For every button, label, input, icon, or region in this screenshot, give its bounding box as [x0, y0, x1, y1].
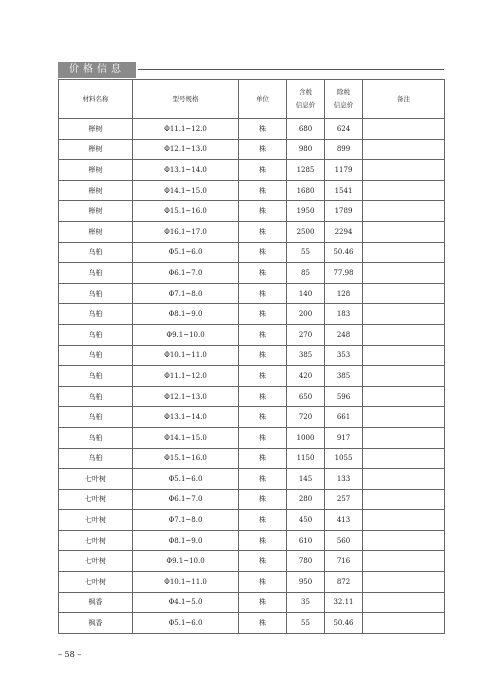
cell-tax-inclusive-price: 680	[287, 119, 325, 140]
cell-tax-exclusive-price: 257	[325, 489, 363, 510]
cell-unit: 株	[239, 304, 287, 325]
cell-spec: Φ10.1~11.0	[133, 345, 239, 366]
cell-unit: 株	[239, 407, 287, 428]
cell-unit: 株	[239, 510, 287, 531]
cell-unit: 株	[239, 160, 287, 181]
cell-remark	[363, 180, 445, 201]
cell-material-name: 榉树	[59, 201, 133, 222]
cell-spec: Φ5.1~6.0	[133, 469, 239, 490]
cell-unit: 株	[239, 572, 287, 593]
cell-tax-inclusive-price: 85	[287, 263, 325, 284]
cell-tax-inclusive-price: 420	[287, 366, 325, 387]
cell-remark	[363, 530, 445, 551]
cell-tax-exclusive-price: 917	[325, 427, 363, 448]
cell-unit: 株	[239, 345, 287, 366]
cell-material-name: 乌桕	[59, 324, 133, 345]
cell-material-name: 乌桕	[59, 242, 133, 263]
cell-material-name: 七叶树	[59, 510, 133, 531]
cell-tax-inclusive-price: 950	[287, 572, 325, 593]
cell-material-name: 枫香	[59, 613, 133, 634]
cell-tax-exclusive-price: 1789	[325, 201, 363, 222]
cell-tax-inclusive-price: 610	[287, 530, 325, 551]
cell-remark	[363, 263, 445, 284]
cell-remark	[363, 324, 445, 345]
cell-unit: 株	[239, 448, 287, 469]
cell-remark	[363, 551, 445, 572]
cell-remark	[363, 304, 445, 325]
cell-unit: 株	[239, 139, 287, 160]
cell-material-name: 榉树	[59, 160, 133, 181]
cell-material-name: 乌桕	[59, 304, 133, 325]
cell-spec: Φ13.1~14.0	[133, 407, 239, 428]
cell-tax-inclusive-price: 145	[287, 469, 325, 490]
cell-unit: 株	[239, 324, 287, 345]
cell-spec: Φ11.1~12.0	[133, 366, 239, 387]
cell-spec: Φ6.1~7.0	[133, 489, 239, 510]
cell-material-name: 乌桕	[59, 283, 133, 304]
cell-tax-exclusive-price: 1055	[325, 448, 363, 469]
table-row	[59, 489, 445, 510]
cell-unit: 株	[239, 530, 287, 551]
table-row	[59, 530, 445, 551]
cell-spec: Φ15.1~16.0	[133, 448, 239, 469]
table-row	[59, 324, 445, 345]
cell-spec: Φ11.1~12.0	[133, 119, 239, 140]
table-row	[59, 201, 445, 222]
cell-remark	[363, 613, 445, 634]
cell-material-name: 乌桕	[59, 366, 133, 387]
cell-spec: Φ15.1~16.0	[133, 201, 239, 222]
cell-unit: 株	[239, 613, 287, 634]
cell-tax-inclusive-price: 2500	[287, 221, 325, 242]
cell-tax-exclusive-price: 716	[325, 551, 363, 572]
cell-spec: Φ10.1~11.0	[133, 572, 239, 593]
header-tax-inclusive-price	[287, 80, 325, 119]
cell-tax-exclusive-price: 353	[325, 345, 363, 366]
cell-tax-inclusive-price: 650	[287, 386, 325, 407]
header-tax-exclusive-line2: 信息价	[333, 101, 354, 109]
cell-material-name: 乌桕	[59, 345, 133, 366]
cell-remark	[363, 572, 445, 593]
header-tax-inclusive-line2: 信息价	[295, 101, 316, 109]
table-row	[59, 263, 445, 284]
cell-tax-inclusive-price: 270	[287, 324, 325, 345]
cell-spec: Φ16.1~17.0	[133, 221, 239, 242]
cell-remark	[363, 366, 445, 387]
cell-material-name: 七叶树	[59, 489, 133, 510]
cell-material-name: 榉树	[59, 139, 133, 160]
cell-tax-inclusive-price: 200	[287, 304, 325, 325]
cell-material-name: 乌桕	[59, 407, 133, 428]
cell-unit: 株	[239, 201, 287, 222]
cell-material-name: 榉树	[59, 180, 133, 201]
cell-tax-exclusive-price: 32.11	[325, 592, 363, 613]
cell-tax-inclusive-price: 140	[287, 283, 325, 304]
table-row	[59, 572, 445, 593]
cell-spec: Φ12.1~13.0	[133, 139, 239, 160]
cell-material-name: 七叶树	[59, 530, 133, 551]
section-divider	[138, 69, 444, 70]
cell-remark	[363, 119, 445, 140]
cell-tax-exclusive-price: 2294	[325, 221, 363, 242]
cell-tax-exclusive-price: 624	[325, 119, 363, 140]
cell-unit: 株	[239, 386, 287, 407]
cell-spec: Φ5.1~6.0	[133, 242, 239, 263]
table-body	[59, 119, 445, 634]
header-tax-exclusive-line1: 除税	[337, 88, 350, 96]
cell-tax-exclusive-price: 77.98	[325, 263, 363, 284]
table-row	[59, 304, 445, 325]
price-table	[58, 79, 445, 634]
cell-tax-exclusive-price: 50.46	[325, 613, 363, 634]
cell-tax-exclusive-price: 1179	[325, 160, 363, 181]
cell-unit: 株	[239, 592, 287, 613]
header-material-name: 材料名称	[59, 80, 133, 119]
cell-tax-exclusive-price: 413	[325, 510, 363, 531]
table-header-row	[59, 80, 445, 119]
cell-remark	[363, 386, 445, 407]
table-row	[59, 221, 445, 242]
cell-material-name: 枫香	[59, 592, 133, 613]
cell-remark	[363, 510, 445, 531]
cell-tax-exclusive-price: 560	[325, 530, 363, 551]
cell-remark	[363, 201, 445, 222]
cell-spec: Φ8.1~9.0	[133, 530, 239, 551]
table-row	[59, 139, 445, 160]
cell-tax-exclusive-price: 596	[325, 386, 363, 407]
table-row	[59, 180, 445, 201]
cell-tax-exclusive-price: 50.46	[325, 242, 363, 263]
cell-remark	[363, 242, 445, 263]
section-title: 价格信息	[58, 62, 136, 78]
cell-unit: 株	[239, 551, 287, 572]
cell-spec: Φ8.1~9.0	[133, 304, 239, 325]
cell-material-name: 榉树	[59, 221, 133, 242]
cell-tax-inclusive-price: 1000	[287, 427, 325, 448]
cell-material-name: 榉树	[59, 119, 133, 140]
cell-tax-exclusive-price: 661	[325, 407, 363, 428]
cell-tax-exclusive-price: 899	[325, 139, 363, 160]
cell-unit: 株	[239, 221, 287, 242]
table-row	[59, 345, 445, 366]
cell-tax-inclusive-price: 55	[287, 242, 325, 263]
cell-remark	[363, 407, 445, 428]
cell-tax-inclusive-price: 980	[287, 139, 325, 160]
cell-material-name: 乌桕	[59, 427, 133, 448]
cell-unit: 株	[239, 180, 287, 201]
cell-remark	[363, 427, 445, 448]
cell-spec: Φ7.1~8.0	[133, 510, 239, 531]
cell-unit: 株	[239, 366, 287, 387]
cell-spec: Φ14.1~15.0	[133, 427, 239, 448]
cell-tax-inclusive-price: 720	[287, 407, 325, 428]
cell-tax-inclusive-price: 280	[287, 489, 325, 510]
cell-tax-exclusive-price: 1541	[325, 180, 363, 201]
table-row	[59, 119, 445, 140]
page-number: – 58 –	[58, 650, 82, 659]
cell-tax-exclusive-price: 183	[325, 304, 363, 325]
cell-remark	[363, 489, 445, 510]
cell-remark	[363, 283, 445, 304]
cell-tax-inclusive-price: 385	[287, 345, 325, 366]
cell-tax-exclusive-price: 872	[325, 572, 363, 593]
cell-material-name: 七叶树	[59, 551, 133, 572]
cell-unit: 株	[239, 283, 287, 304]
table-row	[59, 469, 445, 490]
cell-remark	[363, 592, 445, 613]
table-row	[59, 242, 445, 263]
table-row	[59, 407, 445, 428]
table-row	[59, 366, 445, 387]
table-row	[59, 592, 445, 613]
cell-unit: 株	[239, 263, 287, 284]
cell-spec: Φ14.1~15.0	[133, 180, 239, 201]
cell-spec: Φ9.1~10.0	[133, 551, 239, 572]
cell-unit: 株	[239, 119, 287, 140]
cell-tax-exclusive-price: 385	[325, 366, 363, 387]
header-remark: 备注	[363, 80, 445, 119]
cell-tax-inclusive-price: 1150	[287, 448, 325, 469]
cell-material-name: 乌桕	[59, 263, 133, 284]
cell-material-name: 七叶树	[59, 572, 133, 593]
cell-material-name: 乌桕	[59, 448, 133, 469]
cell-remark	[363, 469, 445, 490]
table-row	[59, 551, 445, 572]
cell-tax-inclusive-price: 1950	[287, 201, 325, 222]
cell-spec: Φ9.1~10.0	[133, 324, 239, 345]
cell-tax-exclusive-price: 133	[325, 469, 363, 490]
table-row	[59, 160, 445, 181]
cell-spec: Φ7.1~8.0	[133, 283, 239, 304]
cell-spec: Φ5.1~6.0	[133, 613, 239, 634]
cell-tax-inclusive-price: 450	[287, 510, 325, 531]
cell-spec: Φ6.1~7.0	[133, 263, 239, 284]
cell-unit: 株	[239, 242, 287, 263]
cell-spec: Φ12.1~13.0	[133, 386, 239, 407]
cell-tax-exclusive-price: 248	[325, 324, 363, 345]
cell-remark	[363, 160, 445, 181]
header-spec: 型号规格	[133, 80, 239, 119]
header-tax-exclusive-price	[325, 80, 363, 119]
cell-material-name: 七叶树	[59, 469, 133, 490]
cell-unit: 株	[239, 427, 287, 448]
cell-tax-inclusive-price: 1680	[287, 180, 325, 201]
table-row	[59, 386, 445, 407]
table-row	[59, 427, 445, 448]
cell-tax-inclusive-price: 35	[287, 592, 325, 613]
cell-tax-inclusive-price: 1285	[287, 160, 325, 181]
table-row	[59, 510, 445, 531]
header-unit: 单位	[239, 80, 287, 119]
cell-spec: Φ4.1~5.0	[133, 592, 239, 613]
cell-tax-inclusive-price: 55	[287, 613, 325, 634]
cell-remark	[363, 139, 445, 160]
cell-unit: 株	[239, 469, 287, 490]
table-row	[59, 283, 445, 304]
cell-remark	[363, 345, 445, 366]
cell-material-name: 乌桕	[59, 386, 133, 407]
cell-unit: 株	[239, 489, 287, 510]
cell-remark	[363, 221, 445, 242]
cell-tax-exclusive-price: 128	[325, 283, 363, 304]
header-tax-inclusive-line1: 含税	[299, 88, 312, 96]
cell-remark	[363, 448, 445, 469]
section-header	[58, 62, 444, 78]
table-row	[59, 613, 445, 634]
cell-tax-inclusive-price: 780	[287, 551, 325, 572]
table-row	[59, 448, 445, 469]
cell-spec: Φ13.1~14.0	[133, 160, 239, 181]
